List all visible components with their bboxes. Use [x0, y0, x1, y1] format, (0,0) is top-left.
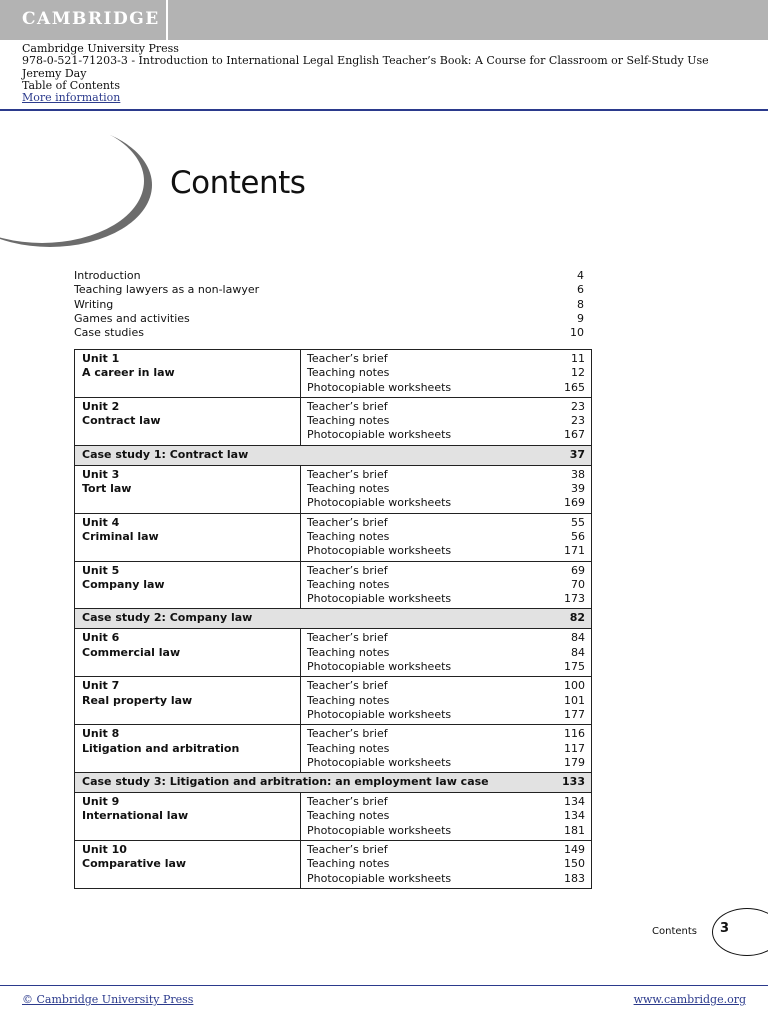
section-label: Teacher’s brief	[307, 795, 388, 809]
contents-table	[74, 349, 592, 889]
section-page: 149	[564, 843, 585, 857]
unit-number: Unit 2	[82, 399, 120, 413]
unit-row	[75, 841, 592, 889]
unit-number: Unit 6	[82, 631, 120, 645]
top-bar	[0, 0, 768, 40]
unit-number: Unit 3	[82, 467, 120, 481]
document-header	[22, 43, 752, 104]
case-study-title: Case study 3: Litigation and arbitration: an employment law case	[82, 775, 489, 789]
intro-item-page: 10	[570, 326, 584, 340]
unit-section-line	[307, 631, 585, 645]
unit-number: Unit 7	[82, 679, 120, 693]
unit-section-line	[307, 482, 585, 496]
case-study-row	[75, 609, 592, 629]
unit-section-line	[307, 660, 585, 674]
unit-row	[75, 397, 592, 445]
unit-section-line	[307, 366, 585, 380]
decorative-circle	[0, 135, 160, 255]
isbn-title-line: 978-0-521-71203-3 - Introduction to International Legal English Teacher’s Book: A Course for Classroom or Self-Study Use	[22, 54, 709, 68]
section-label: Teacher’s brief	[307, 515, 388, 529]
header-rule	[0, 109, 768, 111]
section-page: 100	[564, 679, 585, 693]
unit-section-line	[307, 646, 585, 660]
unit-name: Real property law	[82, 693, 193, 707]
unit-number: Unit 4	[82, 515, 120, 529]
section-page: 117	[564, 741, 585, 755]
unit-row	[75, 561, 592, 609]
publisher-line: Cambridge University Press	[22, 42, 179, 55]
section-label: Teaching notes	[307, 645, 390, 659]
section-page: 175	[564, 660, 585, 674]
copyright-link[interactable]: © Cambridge University Press	[22, 993, 194, 1006]
case-study-title: Case study 2: Company law	[82, 611, 253, 625]
unit-section-line	[307, 352, 585, 366]
unit-name: Company law	[82, 577, 165, 591]
page-number: 3	[720, 921, 730, 936]
section-page: 23	[571, 414, 585, 428]
intro-item-label: Games and activities	[74, 311, 190, 325]
section-label: Photocopiable worksheets	[307, 823, 452, 837]
unit-section-line	[307, 530, 585, 544]
unit-section-line	[307, 428, 585, 442]
section-page: 23	[571, 399, 585, 413]
unit-section-line	[307, 468, 585, 482]
section-page: 134	[564, 795, 585, 809]
intro-list	[74, 269, 584, 340]
intro-item	[74, 283, 584, 297]
unit-section-line	[307, 742, 585, 756]
intro-item-label: Introduction	[74, 269, 141, 282]
section-label: Photocopiable worksheets	[307, 380, 452, 394]
section-label: Teaching notes	[307, 482, 390, 496]
section-label: Teaching notes	[307, 809, 390, 823]
unit-section-line	[307, 578, 585, 592]
page-title: Contents	[170, 165, 306, 201]
website-link[interactable]: www.cambridge.org	[633, 993, 746, 1006]
unit-row	[75, 677, 592, 725]
unit-name: A career in law	[82, 366, 175, 380]
case-study-page: 82	[569, 611, 585, 625]
section-page: 55	[571, 515, 585, 529]
section-page: 11	[571, 352, 585, 365]
unit-name: Litigation and arbitration	[82, 741, 240, 755]
unit-section-line	[307, 756, 585, 770]
unit-section-line	[307, 872, 585, 886]
unit-section-line	[307, 824, 585, 838]
section-label: Teacher’s brief	[307, 467, 388, 481]
more-information-link[interactable]: More information	[22, 91, 121, 105]
unit-row	[75, 465, 592, 513]
intro-item-page: 9	[577, 311, 584, 325]
unit-row	[75, 725, 592, 773]
unit-section-line	[307, 843, 585, 857]
unit-section-line	[307, 857, 585, 871]
unit-section-line	[307, 694, 585, 708]
unit-row	[75, 350, 592, 398]
section-label: Teacher’s brief	[307, 679, 388, 693]
section-label: Teacher’s brief	[307, 727, 388, 741]
unit-number: Unit 1	[82, 352, 120, 365]
cambridge-logo: CAMBRIDGE	[22, 9, 160, 29]
section-label: Teacher’s brief	[307, 563, 388, 577]
section-label: Teaching notes	[307, 366, 390, 380]
unit-number: Unit 5	[82, 563, 120, 577]
unit-name: Tort law	[82, 482, 132, 496]
section-page: 69	[571, 563, 585, 577]
section-label: Teaching notes	[307, 741, 390, 755]
section-label: Teaching notes	[307, 693, 390, 707]
unit-name: Commercial law	[82, 645, 181, 659]
case-study-page: 37	[569, 447, 585, 461]
section-page: 101	[564, 693, 585, 707]
section-page: 70	[571, 577, 585, 591]
intro-item-page: 8	[577, 297, 584, 311]
unit-section-line	[307, 516, 585, 530]
case-study-title: Case study 1: Contract law	[82, 447, 249, 461]
intro-item	[74, 298, 584, 312]
intro-item-page: 6	[577, 283, 584, 297]
section-label: Teacher’s brief	[307, 399, 388, 413]
section-page: 169	[564, 496, 585, 510]
section-label: Photocopiable worksheets	[307, 707, 452, 721]
section-page: 165	[564, 380, 585, 394]
section-label: Teaching notes	[307, 529, 390, 543]
unit-number: Unit 9	[82, 795, 120, 809]
section-page: 56	[571, 529, 585, 543]
section-page: 167	[564, 428, 585, 442]
section-label: Teaching notes	[307, 414, 390, 428]
section-page: 181	[564, 823, 585, 837]
section-label: Teaching notes	[307, 857, 390, 871]
section-page: 39	[571, 482, 585, 496]
author-line: Jeremy Day	[22, 66, 87, 80]
section-page: 134	[564, 809, 585, 823]
unit-name: International law	[82, 809, 189, 823]
unit-section-line	[307, 679, 585, 693]
running-footer-label: Contents	[652, 926, 697, 937]
section-page: 150	[564, 857, 585, 871]
section-page: 179	[564, 755, 585, 769]
section-label: Teaching notes	[307, 577, 390, 591]
unit-section-line	[307, 414, 585, 428]
section-label: Photocopiable worksheets	[307, 871, 452, 885]
unit-section-line	[307, 544, 585, 558]
section-label: Teacher’s brief	[307, 352, 388, 365]
intro-item-page: 4	[577, 269, 584, 282]
unit-section-line	[307, 592, 585, 606]
intro-item-label: Case studies	[74, 326, 144, 340]
section-page: 173	[564, 592, 585, 606]
top-bar-divider	[166, 0, 168, 40]
section-page: 84	[571, 645, 585, 659]
section-label: Photocopiable worksheets	[307, 544, 452, 558]
unit-name: Contract law	[82, 414, 161, 428]
unit-section-line	[307, 809, 585, 823]
section-page: 183	[564, 871, 585, 885]
unit-name: Comparative law	[82, 857, 187, 871]
unit-row	[75, 793, 592, 841]
section-page: 177	[564, 707, 585, 721]
section-page: 116	[564, 727, 585, 741]
unit-number: Unit 8	[82, 727, 120, 741]
footer-rule	[0, 985, 768, 986]
section-label: Teacher’s brief	[307, 843, 388, 857]
section-label: Photocopiable worksheets	[307, 660, 452, 674]
unit-section-line	[307, 708, 585, 722]
section-label: Teacher’s brief	[307, 631, 388, 645]
unit-section-line	[307, 564, 585, 578]
intro-item	[74, 326, 584, 340]
unit-section-line	[307, 727, 585, 741]
case-study-row	[75, 445, 592, 465]
section-label: Photocopiable worksheets	[307, 428, 452, 442]
section-page: 171	[564, 544, 585, 558]
section-page: 38	[571, 467, 585, 481]
intro-item	[74, 312, 584, 326]
unit-section-line	[307, 795, 585, 809]
unit-section-line	[307, 496, 585, 510]
intro-item	[74, 269, 584, 283]
section-page: 12	[571, 366, 585, 380]
unit-row	[75, 513, 592, 561]
unit-section-line	[307, 381, 585, 395]
intro-item-label: Writing	[74, 297, 114, 311]
unit-name: Criminal law	[82, 529, 159, 543]
section-line: Table of Contents	[22, 78, 121, 92]
case-study-row	[75, 773, 592, 793]
section-label: Photocopiable worksheets	[307, 592, 452, 606]
intro-item-label: Teaching lawyers as a non-lawyer	[74, 283, 260, 297]
unit-section-line	[307, 400, 585, 414]
unit-row	[75, 629, 592, 677]
section-page: 84	[571, 631, 585, 645]
section-label: Photocopiable worksheets	[307, 496, 452, 510]
unit-number: Unit 10	[82, 843, 127, 857]
case-study-page: 133	[562, 775, 585, 789]
section-label: Photocopiable worksheets	[307, 755, 452, 769]
